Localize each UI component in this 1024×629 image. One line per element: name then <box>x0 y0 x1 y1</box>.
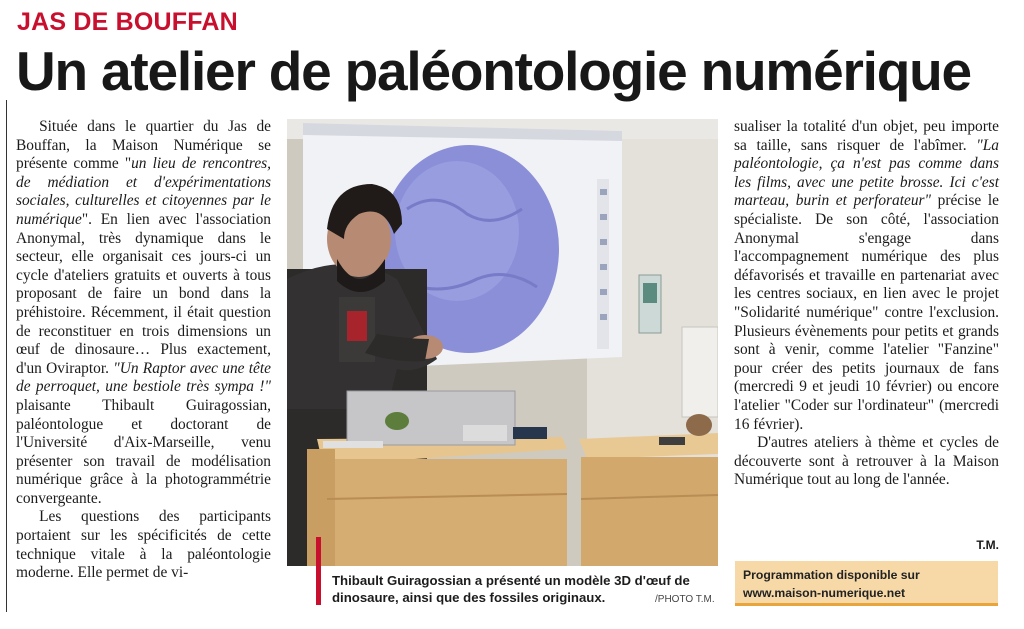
photo-illustration <box>287 119 718 566</box>
kicker-section-label: JAS DE BOUFFAN <box>17 8 238 36</box>
info-box-website: www.maison-numerique.net <box>743 586 906 600</box>
article-column-1 <box>16 118 271 583</box>
column1-paragraph-1 <box>16 118 271 508</box>
caption-accent-bar <box>316 537 321 605</box>
author-signature: T.M. <box>976 538 999 552</box>
article-photo <box>287 119 718 566</box>
quote-run: "Un Raptor avec une tête de perroquet, une bestiole très sympa !" <box>16 359 271 396</box>
text-run: Située dans le quartier du Jas de Bouffan, la Maison Numérique se présente comme " <box>16 118 271 173</box>
text-run: ". En lien avec l'association Anonymal, très dynamique dans le secteur, elle organisait ces jours-ci un cycle d'ateliers gratuits et ouverts à tous proposant de faire un bond dans la préhistoire. Récemment, il était question de reconstituer en trois dimensions un œuf de dinosaure… Plus exactement, d'un Oviraptor. <box>16 210 271 377</box>
text-run: sualiser la totalité d'un objet, peu importe sa taille, sans risquer de l'abîmer. <box>734 118 999 154</box>
column3-paragraph-1 <box>734 118 999 434</box>
photo-credit: /PHOTO T.M. <box>655 594 715 605</box>
quote-run: un lieu de rencontres, de médiation et d'expérimentations sociales, culturelles et citoyennes par le numérique <box>16 155 271 228</box>
article-headline: Un atelier de paléontologie numérique <box>16 40 971 102</box>
text-run: précise le spécialiste. De son côté, l'association Anonymal s'engage dans l'accompagnement numérique des plus défavorisés et travaille en partenariat avec les centres sociaux, en lien avec le projet "Solidarité numérique" contre l'exclusion. Plusieurs évènements pour petits et grands sont à venir, comme l'atelier "Fanzine" pour créer des petits journaux de fans (mercredi 9 et jeudi 10 février) ou encore l'atelier "Coder sur l'ordinateur" (mercredi 16 février). <box>734 192 999 433</box>
program-info-box <box>735 561 998 606</box>
column3-paragraph-2: D'autres ateliers à thème et cycles de découverte sont à retrouver à la Maison Numérique tout au long de l'année. <box>734 434 999 489</box>
photo-caption: Thibault Guiragossian a présenté un modèle 3D d'œuf de dinosaure, ainsi que des fossiles originaux. <box>332 573 690 605</box>
info-box-line-1: Programmation disponible sur <box>743 568 920 582</box>
text-run: plaisante Thibault Guiragossian, paléontologue et doctorant de l'Université d'Aix-Marseille, venu présenter son travail de modélisation numérique grâce à la photogrammétrie convergeante. <box>16 396 271 507</box>
quote-run: "La paléontologie, ça n'est pas comme dans les films, avec une petite brosse. Ici c'est marteau, burin et perforateur" <box>734 136 999 210</box>
column1-paragraph-2: Les questions des participants portaient sur les spécificités de cette technique vitale à la paléontologie moderne. Elle permet de vi- <box>16 508 271 582</box>
article-column-3 <box>734 118 999 490</box>
column-divider <box>6 100 7 612</box>
